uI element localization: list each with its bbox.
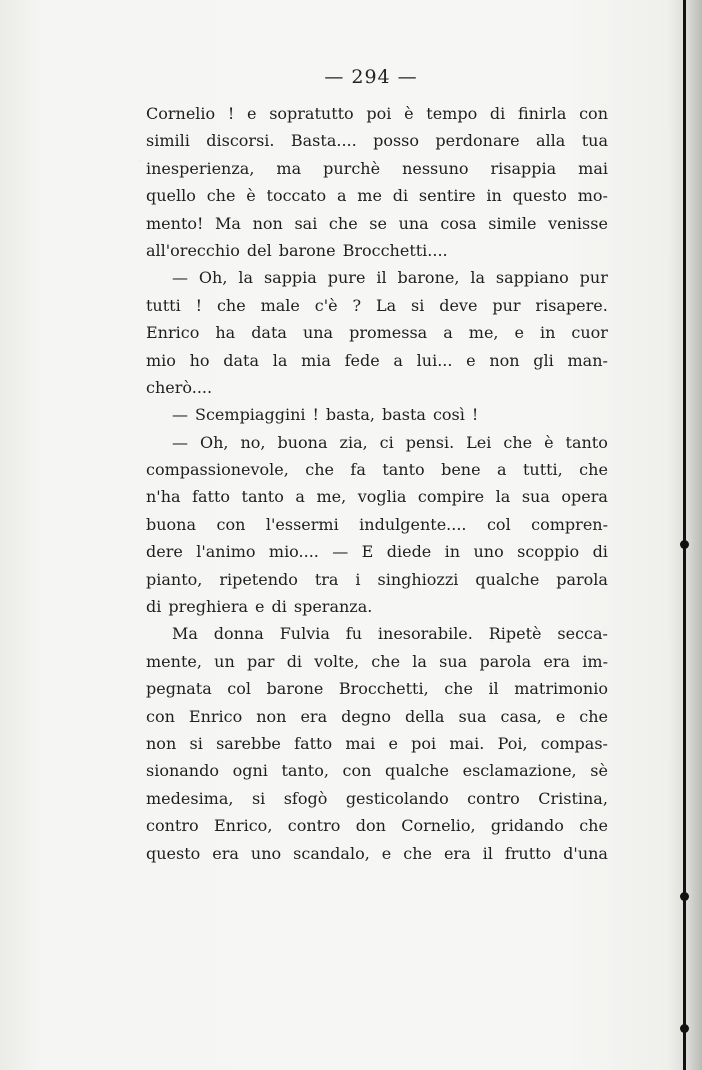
- text-line: di preghiera e di speranza.: [146, 597, 373, 617]
- text-line: sionando ogni tanto, con qualche esclamazione, sè: [146, 761, 608, 781]
- text-line: Cornelio ! e sopratutto poi è tempo di finirla con: [146, 104, 608, 123]
- text-line: medesima, si sfogò gesticolando contro Cristina,: [146, 788, 608, 808]
- text-line: buona con l'essermi indulgente.... col compren-: [146, 514, 608, 534]
- binding-knot: [680, 892, 689, 901]
- binding-thread: [683, 0, 686, 1070]
- page-number: — 294 —: [324, 66, 418, 88]
- text-line: con Enrico non era degno della sua casa, e che: [146, 706, 608, 726]
- binding-knot: [680, 1024, 689, 1033]
- body-text: [146, 100, 608, 867]
- text-line: simili discorsi. Basta.... posso perdonare alla tua: [146, 131, 608, 151]
- text-line: — Oh, no, buona zia, ci pensi. Lei che è tanto: [172, 432, 608, 452]
- text-line: dere l'animo mio.... — E diede in uno scoppio di: [146, 542, 608, 562]
- text-line: Enrico ha data una promessa a me, e in cuor: [146, 323, 608, 343]
- text-line: cherò....: [146, 377, 213, 397]
- text-line: n'ha fatto tanto a me, voglia compire la sua opera: [146, 487, 608, 507]
- text-line: pianto, ripetendo tra i singhiozzi qualche parola: [146, 569, 608, 589]
- text-line: inesperienza, ma purchè nessuno risappia mai: [146, 158, 608, 178]
- binding-knot: [680, 540, 689, 549]
- text-line: mento! Ma non sai che se una cosa simile venisse: [146, 213, 608, 233]
- text-line: non si sarebbe fatto mai e poi mai. Poi, compas-: [146, 733, 608, 753]
- text-line: mio ho data la mia fede a lui... e non gli man-: [146, 350, 608, 370]
- binding-edge: [668, 0, 702, 1070]
- text-line: tutti ! che male c'è ? La si deve pur risapere.: [146, 295, 608, 315]
- text-line: questo era uno scandalo, e che era il frutto d'una: [146, 843, 608, 863]
- text-line: mente, un par di volte, che la sua parola era im-: [146, 651, 608, 671]
- text-line: — Scempiaggini ! basta, basta così !: [172, 405, 479, 425]
- text-line: Ma donna Fulvia fu inesorabile. Ripetè secca-: [172, 624, 608, 644]
- text-line: contro Enrico, contro don Cornelio, gridando che: [146, 816, 608, 836]
- text-line: — Oh, la sappia pure il barone, la sappiano pur: [172, 268, 608, 288]
- text-line: pegnata col barone Brocchetti, che il matrimonio: [146, 679, 608, 699]
- text-line: quello che è toccato a me di sentire in questo mo-: [146, 186, 608, 206]
- text-line: compassionevole, che fa tanto bene a tutti, che: [146, 460, 608, 480]
- text-line: all'orecchio del barone Brocchetti....: [146, 240, 448, 260]
